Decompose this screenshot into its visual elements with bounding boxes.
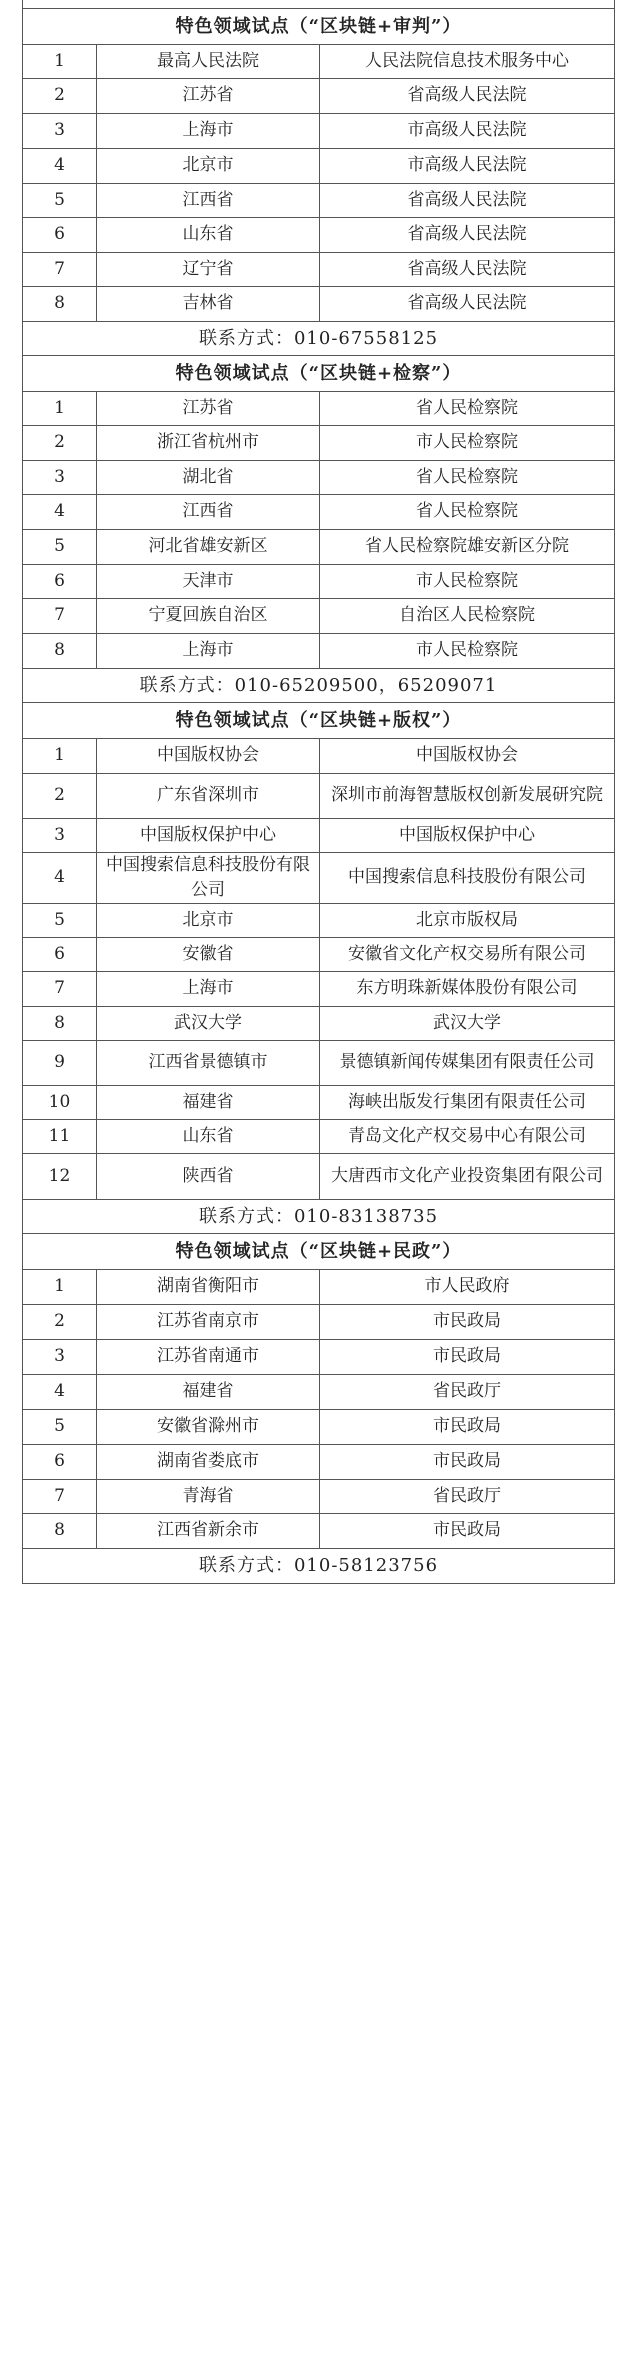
table-row bbox=[23, 773, 615, 818]
organization-cell: 中国版权保护中心 bbox=[320, 818, 615, 852]
contact-row bbox=[23, 1548, 615, 1583]
organization-cell: 市民政局 bbox=[320, 1513, 615, 1548]
organization-cell: 中国搜索信息科技股份有限公司 bbox=[320, 852, 615, 903]
table-row bbox=[23, 852, 615, 903]
row-number: 6 bbox=[23, 1444, 97, 1479]
location-cell: 湖北省 bbox=[97, 460, 320, 494]
contact-row bbox=[23, 668, 615, 702]
location-cell: 上海市 bbox=[97, 971, 320, 1006]
table-row bbox=[23, 1339, 615, 1374]
pilot-list-document bbox=[22, 0, 614, 1584]
location-cell: 辽宁省 bbox=[97, 252, 320, 286]
row-number: 1 bbox=[23, 738, 97, 773]
table-row bbox=[23, 1479, 615, 1513]
location-cell: 江西省 bbox=[97, 494, 320, 529]
location-cell: 江西省 bbox=[97, 183, 320, 217]
location-cell: 北京市 bbox=[97, 903, 320, 937]
section-title: 特色领域试点（“区块链+审判”） bbox=[23, 8, 615, 44]
location-cell: 浙江省杭州市 bbox=[97, 425, 320, 460]
top-spacer-cell bbox=[23, 0, 615, 8]
organization-cell: 大唐西市文化产业投资集团有限公司 bbox=[320, 1153, 615, 1199]
top-spacer-row bbox=[23, 0, 615, 8]
contact-info: 联系方式：010-58123756 bbox=[23, 1548, 615, 1583]
row-number: 5 bbox=[23, 529, 97, 564]
organization-cell: 景德镇新闻传媒集团有限责任公司 bbox=[320, 1040, 615, 1085]
location-cell: 江西省景德镇市 bbox=[97, 1040, 320, 1085]
row-number: 7 bbox=[23, 971, 97, 1006]
section-title-row bbox=[23, 8, 615, 44]
location-cell: 江苏省南通市 bbox=[97, 1339, 320, 1374]
table-row bbox=[23, 391, 615, 425]
location-cell: 天津市 bbox=[97, 564, 320, 598]
table-row bbox=[23, 564, 615, 598]
location-cell: 福建省 bbox=[97, 1085, 320, 1119]
organization-cell: 省人民检察院 bbox=[320, 391, 615, 425]
organization-cell: 市民政局 bbox=[320, 1409, 615, 1444]
row-number: 2 bbox=[23, 78, 97, 113]
row-number: 3 bbox=[23, 1339, 97, 1374]
row-number: 2 bbox=[23, 425, 97, 460]
location-cell: 湖南省娄底市 bbox=[97, 1444, 320, 1479]
organization-cell: 青岛文化产权交易中心有限公司 bbox=[320, 1119, 615, 1153]
organization-cell: 市高级人民法院 bbox=[320, 113, 615, 148]
table-row bbox=[23, 1304, 615, 1339]
location-cell: 北京市 bbox=[97, 148, 320, 183]
section-title-row bbox=[23, 355, 615, 391]
row-number: 1 bbox=[23, 1269, 97, 1304]
location-cell: 中国搜索信息科技股份有限公司 bbox=[97, 852, 320, 903]
organization-cell: 省高级人民法院 bbox=[320, 78, 615, 113]
organization-cell: 省高级人民法院 bbox=[320, 217, 615, 252]
organization-cell: 市民政局 bbox=[320, 1339, 615, 1374]
table-row bbox=[23, 1269, 615, 1304]
table-row bbox=[23, 1085, 615, 1119]
row-number: 4 bbox=[23, 148, 97, 183]
organization-cell: 省人民检察院 bbox=[320, 494, 615, 529]
table-row bbox=[23, 1040, 615, 1085]
row-number: 2 bbox=[23, 773, 97, 818]
table-row bbox=[23, 460, 615, 494]
organization-cell: 省人民检察院 bbox=[320, 460, 615, 494]
table-row bbox=[23, 44, 615, 78]
pilot-table-body bbox=[23, 0, 615, 1583]
row-number: 7 bbox=[23, 598, 97, 633]
organization-cell: 武汉大学 bbox=[320, 1006, 615, 1040]
organization-cell: 人民法院信息技术服务中心 bbox=[320, 44, 615, 78]
organization-cell: 北京市版权局 bbox=[320, 903, 615, 937]
organization-cell: 市民政局 bbox=[320, 1304, 615, 1339]
organization-cell: 海峡出版发行集团有限责任公司 bbox=[320, 1085, 615, 1119]
table-row bbox=[23, 1409, 615, 1444]
table-row bbox=[23, 286, 615, 321]
location-cell: 青海省 bbox=[97, 1479, 320, 1513]
row-number: 3 bbox=[23, 113, 97, 148]
contact-info: 联系方式：010-83138735 bbox=[23, 1199, 615, 1233]
table-row bbox=[23, 1006, 615, 1040]
table-row bbox=[23, 217, 615, 252]
contact-info: 联系方式：010-65209500，65209071 bbox=[23, 668, 615, 702]
row-number: 8 bbox=[23, 1006, 97, 1040]
table-row bbox=[23, 1513, 615, 1548]
table-row bbox=[23, 971, 615, 1006]
section-title: 特色领域试点（“区块链+版权”） bbox=[23, 702, 615, 738]
table-row bbox=[23, 1444, 615, 1479]
organization-cell: 市民政局 bbox=[320, 1444, 615, 1479]
location-cell: 安徽省 bbox=[97, 937, 320, 971]
location-cell: 山东省 bbox=[97, 1119, 320, 1153]
table-row bbox=[23, 738, 615, 773]
row-number: 6 bbox=[23, 564, 97, 598]
contact-row bbox=[23, 321, 615, 355]
table-row bbox=[23, 425, 615, 460]
location-cell: 安徽省滁州市 bbox=[97, 1409, 320, 1444]
organization-cell: 市高级人民法院 bbox=[320, 148, 615, 183]
organization-cell: 市人民检察院 bbox=[320, 633, 615, 668]
organization-cell: 深圳市前海智慧版权创新发展研究院 bbox=[320, 773, 615, 818]
row-number: 10 bbox=[23, 1085, 97, 1119]
row-number: 8 bbox=[23, 286, 97, 321]
table-row bbox=[23, 183, 615, 217]
row-number: 4 bbox=[23, 494, 97, 529]
location-cell: 江西省新余市 bbox=[97, 1513, 320, 1548]
organization-cell: 市人民检察院 bbox=[320, 564, 615, 598]
organization-cell: 省高级人民法院 bbox=[320, 252, 615, 286]
location-cell: 河北省雄安新区 bbox=[97, 529, 320, 564]
section-title-row bbox=[23, 702, 615, 738]
table-row bbox=[23, 937, 615, 971]
row-number: 2 bbox=[23, 1304, 97, 1339]
row-number: 6 bbox=[23, 217, 97, 252]
row-number: 5 bbox=[23, 903, 97, 937]
location-cell: 宁夏回族自治区 bbox=[97, 598, 320, 633]
organization-cell: 市人民政府 bbox=[320, 1269, 615, 1304]
location-cell: 江苏省 bbox=[97, 391, 320, 425]
location-cell: 湖南省衡阳市 bbox=[97, 1269, 320, 1304]
organization-cell: 中国版权协会 bbox=[320, 738, 615, 773]
row-number: 6 bbox=[23, 937, 97, 971]
location-cell: 最高人民法院 bbox=[97, 44, 320, 78]
section-title: 特色领域试点（“区块链+民政”） bbox=[23, 1233, 615, 1269]
row-number: 4 bbox=[23, 1374, 97, 1409]
location-cell: 江苏省 bbox=[97, 78, 320, 113]
table-row bbox=[23, 529, 615, 564]
location-cell: 武汉大学 bbox=[97, 1006, 320, 1040]
table-row bbox=[23, 252, 615, 286]
organization-cell: 省高级人民法院 bbox=[320, 286, 615, 321]
location-cell: 吉林省 bbox=[97, 286, 320, 321]
row-number: 9 bbox=[23, 1040, 97, 1085]
row-number: 1 bbox=[23, 44, 97, 78]
row-number: 7 bbox=[23, 1479, 97, 1513]
section-title-row bbox=[23, 1233, 615, 1269]
organization-cell: 市人民检察院 bbox=[320, 425, 615, 460]
location-cell: 江苏省南京市 bbox=[97, 1304, 320, 1339]
row-number: 3 bbox=[23, 818, 97, 852]
organization-cell: 安徽省文化产权交易所有限公司 bbox=[320, 937, 615, 971]
organization-cell: 省高级人民法院 bbox=[320, 183, 615, 217]
location-cell: 陕西省 bbox=[97, 1153, 320, 1199]
organization-cell: 自治区人民检察院 bbox=[320, 598, 615, 633]
location-cell: 上海市 bbox=[97, 113, 320, 148]
row-number: 5 bbox=[23, 183, 97, 217]
table-row bbox=[23, 1153, 615, 1199]
row-number: 7 bbox=[23, 252, 97, 286]
row-number: 1 bbox=[23, 391, 97, 425]
location-cell: 福建省 bbox=[97, 1374, 320, 1409]
location-cell: 中国版权协会 bbox=[97, 738, 320, 773]
location-cell: 山东省 bbox=[97, 217, 320, 252]
location-cell: 中国版权保护中心 bbox=[97, 818, 320, 852]
table-row bbox=[23, 78, 615, 113]
table-row bbox=[23, 494, 615, 529]
table-row bbox=[23, 1374, 615, 1409]
contact-row bbox=[23, 1199, 615, 1233]
organization-cell: 省民政厅 bbox=[320, 1374, 615, 1409]
table-row bbox=[23, 113, 615, 148]
section-title: 特色领域试点（“区块链+检察”） bbox=[23, 355, 615, 391]
location-cell: 广东省深圳市 bbox=[97, 773, 320, 818]
contact-info: 联系方式：010-67558125 bbox=[23, 321, 615, 355]
row-number: 5 bbox=[23, 1409, 97, 1444]
table-row bbox=[23, 598, 615, 633]
table-row bbox=[23, 818, 615, 852]
pilot-table bbox=[22, 0, 615, 1584]
table-row bbox=[23, 148, 615, 183]
row-number: 11 bbox=[23, 1119, 97, 1153]
organization-cell: 省人民检察院雄安新区分院 bbox=[320, 529, 615, 564]
row-number: 4 bbox=[23, 852, 97, 903]
organization-cell: 东方明珠新媒体股份有限公司 bbox=[320, 971, 615, 1006]
table-row bbox=[23, 633, 615, 668]
row-number: 12 bbox=[23, 1153, 97, 1199]
location-cell: 上海市 bbox=[97, 633, 320, 668]
row-number: 8 bbox=[23, 633, 97, 668]
table-row bbox=[23, 903, 615, 937]
row-number: 8 bbox=[23, 1513, 97, 1548]
table-row bbox=[23, 1119, 615, 1153]
row-number: 3 bbox=[23, 460, 97, 494]
organization-cell: 省民政厅 bbox=[320, 1479, 615, 1513]
